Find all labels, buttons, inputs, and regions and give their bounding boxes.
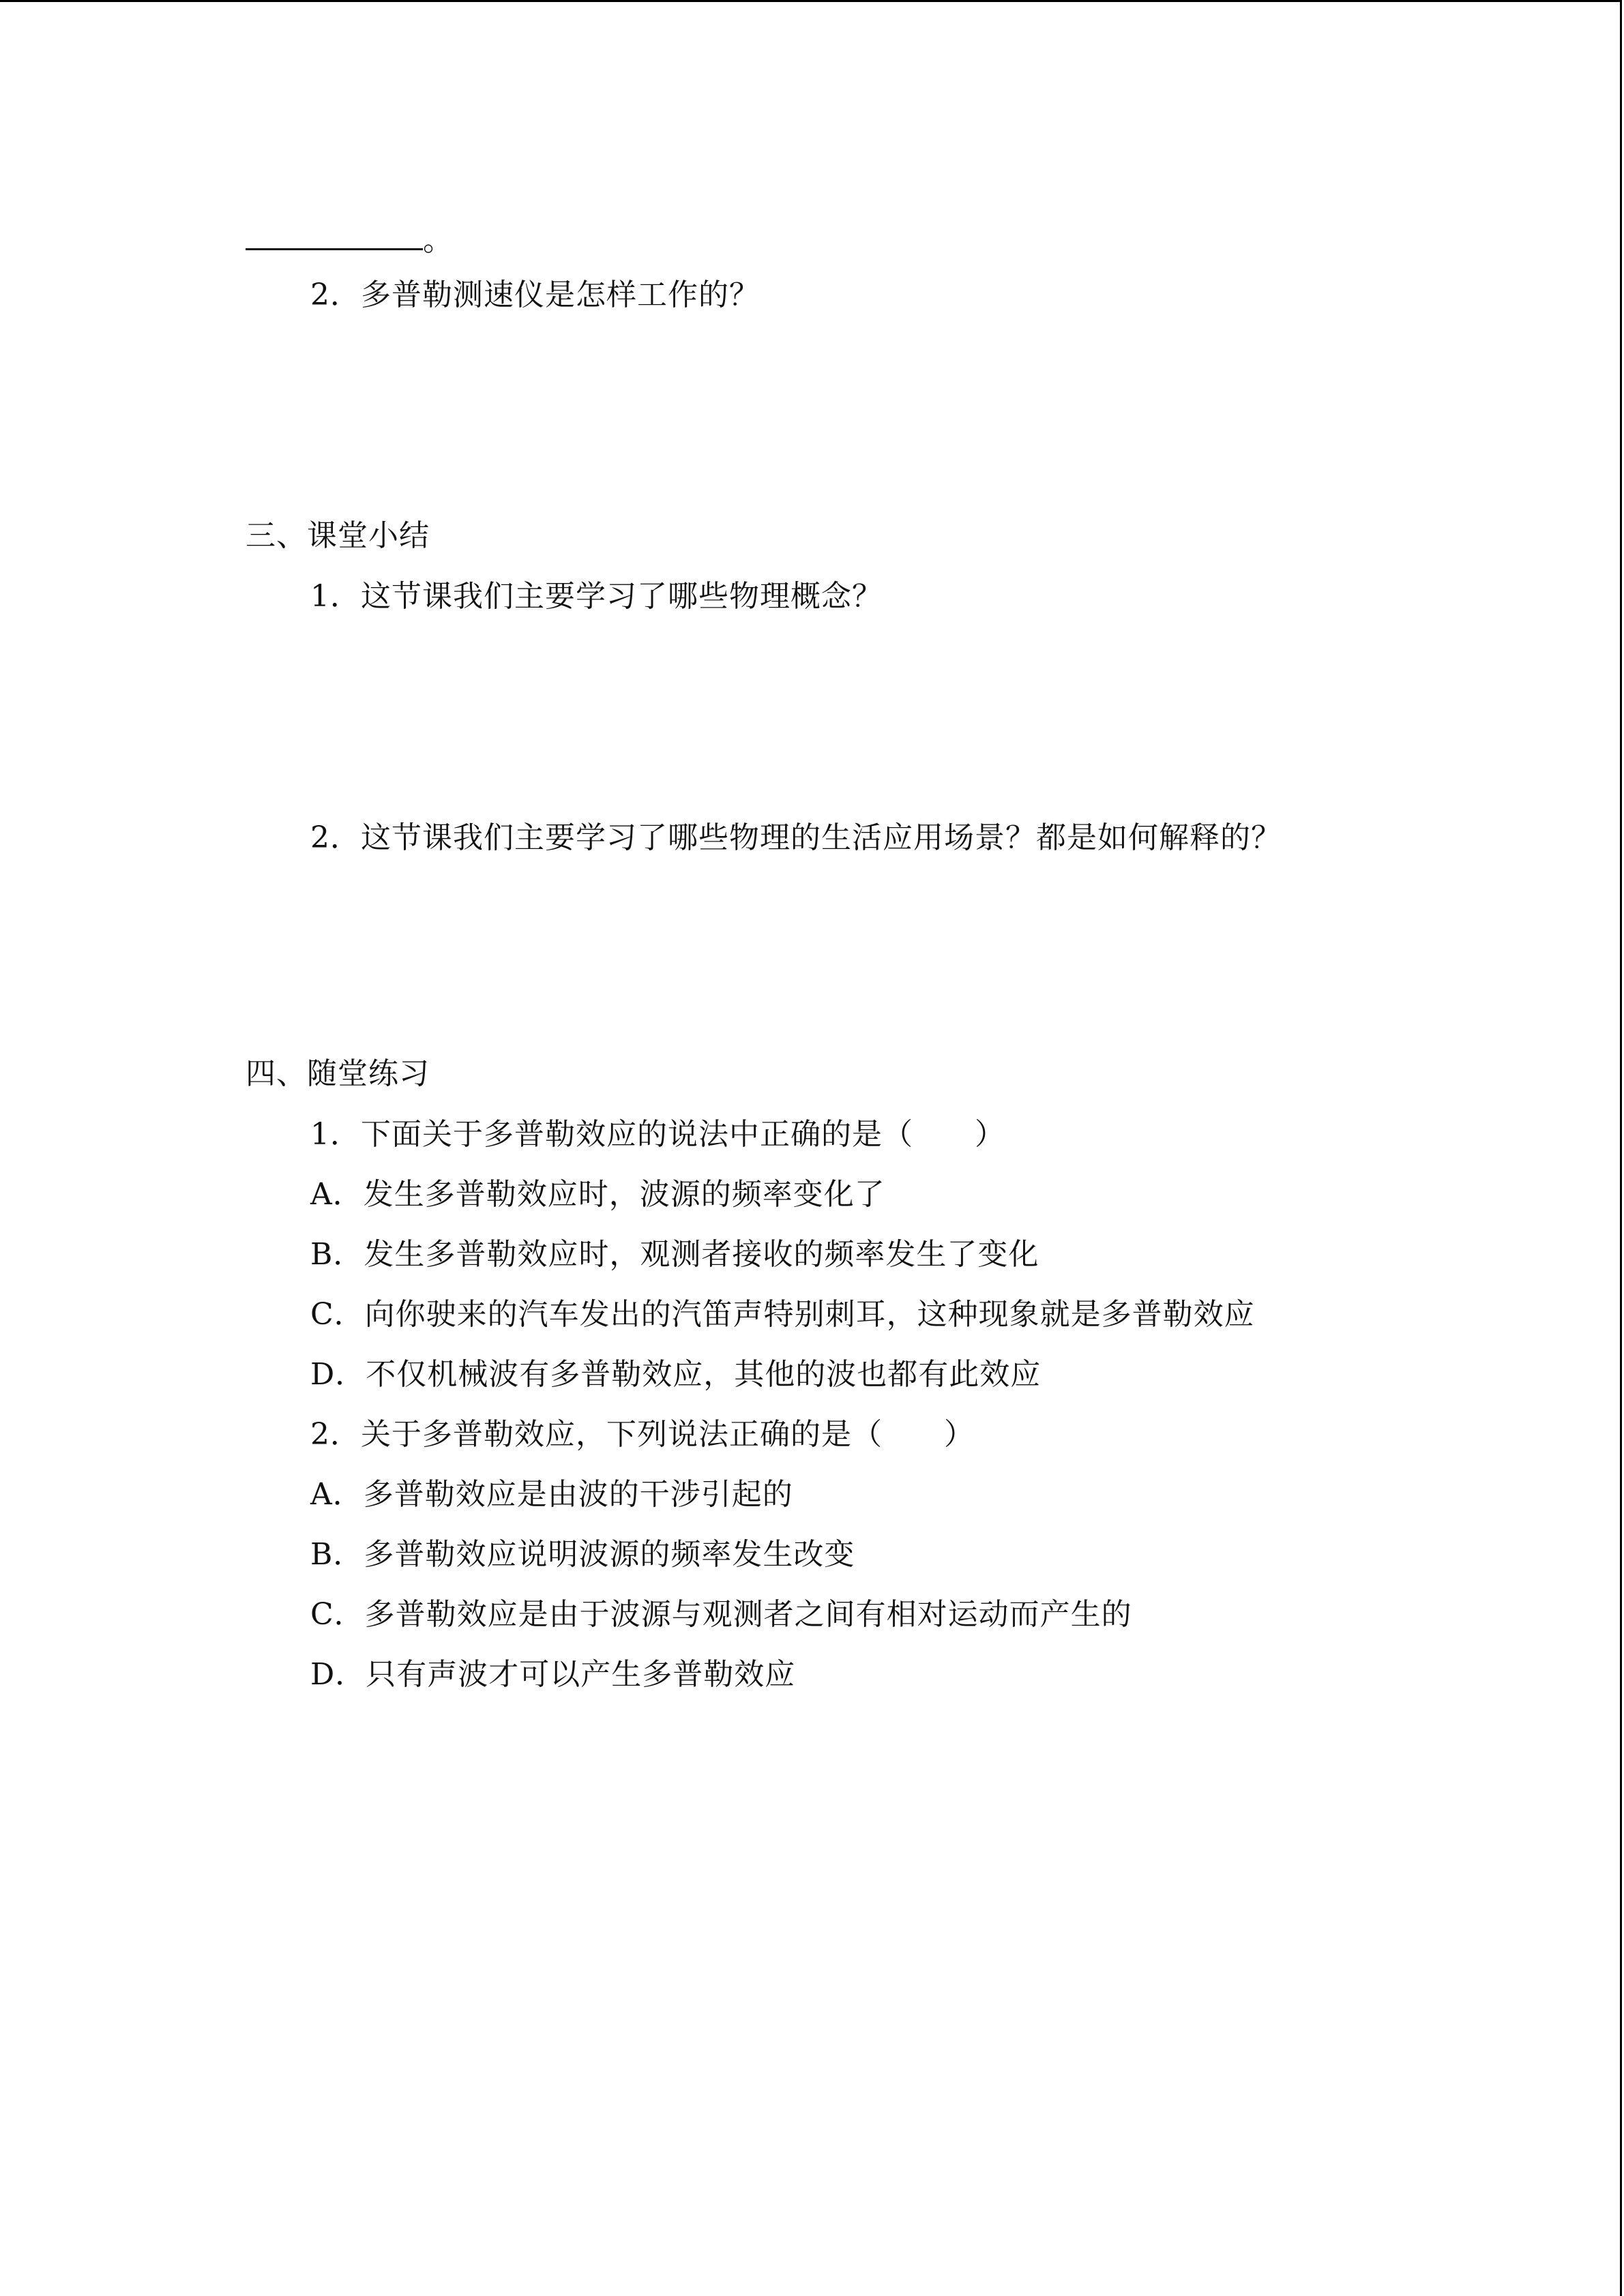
exercise-2-option-a[interactable]: A．多普勒效应是由波的干涉引起的 — [310, 1477, 793, 1512]
exercise-1-option-d[interactable]: D．不仅机械波有多普勒效应，其他的波也都有此效应 — [310, 1357, 1042, 1392]
exercise-2-stem: 2．关于多普勒效应，下列说法正确的是（ ） — [310, 1417, 975, 1452]
exercise-2-option-c[interactable]: C．多普勒效应是由于波源与观测者之间有相对运动而产生的 — [310, 1597, 1132, 1632]
exercise-2-option-b[interactable]: B．多普勒效应说明波源的频率发生改变 — [310, 1537, 855, 1572]
section2-question-2: 2．多普勒测速仪是怎样工作的？ — [310, 278, 760, 312]
exercise-2-option-d[interactable]: D．只有声波才可以产生多普勒效应 — [310, 1657, 796, 1692]
section3-heading: 三、课堂小结 — [246, 518, 430, 553]
exercise-1-stem: 1．下面关于多普勒效应的说法中正确的是（ ） — [310, 1117, 1005, 1152]
exercise-1-option-c[interactable]: C．向你驶来的汽车发出的汽笛声特别刺耳，这种现象就是多普勒效应 — [310, 1297, 1255, 1332]
section3-question-2: 2．这节课我们主要学习了哪些物理的生活应用场景？都是如何解释的？ — [310, 820, 1282, 855]
section3-question-1: 1．这节课我们主要学习了哪些物理概念？ — [310, 579, 883, 614]
exercise-1-option-b[interactable]: B．发生多普勒效应时，观测者接收的频率发生了变化 — [310, 1237, 1039, 1272]
fill-in-blank-line — [246, 218, 454, 260]
answer-blank[interactable] — [246, 218, 423, 250]
section4-heading: 四、随堂练习 — [246, 1056, 430, 1091]
blank-period: 。 — [423, 223, 454, 258]
exercise-1-option-a[interactable]: A．发生多普勒效应时，波源的频率变化了 — [310, 1177, 885, 1212]
